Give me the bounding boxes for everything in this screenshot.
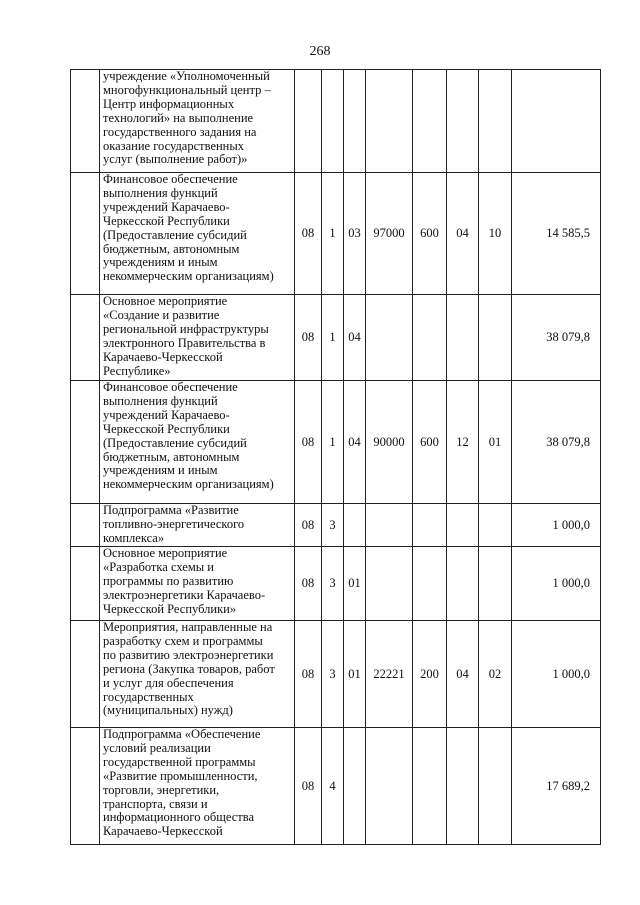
- direction-code-cell: 90000: [366, 381, 413, 504]
- table-row: [71, 173, 601, 295]
- number-cell: [71, 547, 100, 621]
- program-code-cell: [322, 70, 344, 173]
- number-cell: [71, 504, 100, 547]
- budget-table: [70, 69, 601, 845]
- table-row: [71, 547, 601, 621]
- direction-code-cell: 97000: [366, 173, 413, 295]
- page-number: 268: [309, 44, 331, 59]
- expense-type-cell: 600: [413, 381, 447, 504]
- ministry-code-cell: 08: [295, 295, 322, 381]
- subsection-code-cell: 10: [479, 173, 512, 295]
- program-code-cell: 3: [322, 504, 344, 547]
- program-code-cell: 4: [322, 728, 344, 845]
- amount-cell: [512, 70, 601, 173]
- subsection-code-cell: [479, 547, 512, 621]
- expense-type-cell: 600: [413, 173, 447, 295]
- expense-type-cell: [413, 728, 447, 845]
- section-code-cell: [447, 504, 479, 547]
- number-cell: [71, 295, 100, 381]
- item-name-cell: Финансовое обеспечение выполнения функций учреждений Карачаево- Черкесской Республики (Предоставление субсидий бюджетным, автономным учреждениям и иным некоммерческим организациям): [100, 381, 295, 504]
- direction-code-cell: [366, 70, 413, 173]
- section-code-cell: 12: [447, 381, 479, 504]
- item-name-cell: учреждение «Уполномоченный многофункциональный центр – Центр информационных технологий» на выполнение государственного задания на оказание государственных услуг (выполнение работ)»: [100, 70, 295, 173]
- item-name-cell: Подпрограмма «Развитие топливно-энергетического комплекса»: [100, 504, 295, 547]
- table-row: [71, 504, 601, 547]
- subprogram-code-cell: 04: [344, 381, 366, 504]
- section-code-cell: [447, 728, 479, 845]
- ministry-code-cell: 08: [295, 547, 322, 621]
- ministry-code-cell: [295, 70, 322, 173]
- table-row: [71, 621, 601, 728]
- subprogram-code-cell: [344, 728, 366, 845]
- subprogram-code-cell: 03: [344, 173, 366, 295]
- section-code-cell: 04: [447, 621, 479, 728]
- amount-cell: 38 079,8: [512, 381, 601, 504]
- section-code-cell: 04: [447, 173, 479, 295]
- number-cell: [71, 381, 100, 504]
- ministry-code-cell: 08: [295, 381, 322, 504]
- program-code-cell: 1: [322, 381, 344, 504]
- ministry-code-cell: 08: [295, 728, 322, 845]
- item-name-cell: Финансовое обеспечение выполнения функций учреждений Карачаево- Черкесской Республики (Предоставление субсидий бюджетным, автономным учреждениям и иным некоммерческим организациям): [100, 173, 295, 295]
- subprogram-code-cell: [344, 70, 366, 173]
- section-code-cell: [447, 70, 479, 173]
- direction-code-cell: 22221: [366, 621, 413, 728]
- section-code-cell: [447, 295, 479, 381]
- amount-cell: 1 000,0: [512, 547, 601, 621]
- direction-code-cell: [366, 728, 413, 845]
- item-name-cell: Мероприятия, направленные на разработку схем и программы по развитию электроэнергетики региона (Закупка товаров, работ и услуг для обеспечения государственных (муниципальных) нужд): [100, 621, 295, 728]
- program-code-cell: 3: [322, 547, 344, 621]
- expense-type-cell: [413, 504, 447, 547]
- direction-code-cell: [366, 295, 413, 381]
- ministry-code-cell: 08: [295, 504, 322, 547]
- amount-cell: 38 079,8: [512, 295, 601, 381]
- subsection-code-cell: [479, 295, 512, 381]
- expense-type-cell: [413, 70, 447, 173]
- program-code-cell: 1: [322, 295, 344, 381]
- direction-code-cell: [366, 547, 413, 621]
- number-cell: [71, 173, 100, 295]
- program-code-cell: 3: [322, 621, 344, 728]
- direction-code-cell: [366, 504, 413, 547]
- number-cell: [71, 70, 100, 173]
- subprogram-code-cell: 01: [344, 621, 366, 728]
- subprogram-code-cell: 01: [344, 547, 366, 621]
- expense-type-cell: 200: [413, 621, 447, 728]
- table-row: [71, 70, 601, 173]
- expense-type-cell: [413, 295, 447, 381]
- program-code-cell: 1: [322, 173, 344, 295]
- subsection-code-cell: [479, 504, 512, 547]
- subsection-code-cell: [479, 70, 512, 173]
- ministry-code-cell: 08: [295, 173, 322, 295]
- amount-cell: 1 000,0: [512, 621, 601, 728]
- amount-cell: 1 000,0: [512, 504, 601, 547]
- subprogram-code-cell: 04: [344, 295, 366, 381]
- subsection-code-cell: [479, 728, 512, 845]
- table-row: [71, 381, 601, 504]
- item-name-cell: Основное мероприятие «Создание и развитие региональной инфраструктуры электронного Правительства в Карачаево-Черкесской Республике»: [100, 295, 295, 381]
- subprogram-code-cell: [344, 504, 366, 547]
- item-name-cell: Основное мероприятие «Разработка схемы и программы по развитию электроэнергетики Карачаево- Черкесской Республики»: [100, 547, 295, 621]
- subsection-code-cell: 02: [479, 621, 512, 728]
- amount-cell: 17 689,2: [512, 728, 601, 845]
- table-row: [71, 728, 601, 845]
- ministry-code-cell: 08: [295, 621, 322, 728]
- item-name-cell: Подпрограмма «Обеспечение условий реализации государственной программы «Развитие промышленности, торговли, энергетики, транспорта, связи и информационного общества Карачаево-Черкесской: [100, 728, 295, 845]
- subsection-code-cell: 01: [479, 381, 512, 504]
- table-row: [71, 295, 601, 381]
- expense-type-cell: [413, 547, 447, 621]
- number-cell: [71, 728, 100, 845]
- number-cell: [71, 621, 100, 728]
- amount-cell: 14 585,5: [512, 173, 601, 295]
- section-code-cell: [447, 547, 479, 621]
